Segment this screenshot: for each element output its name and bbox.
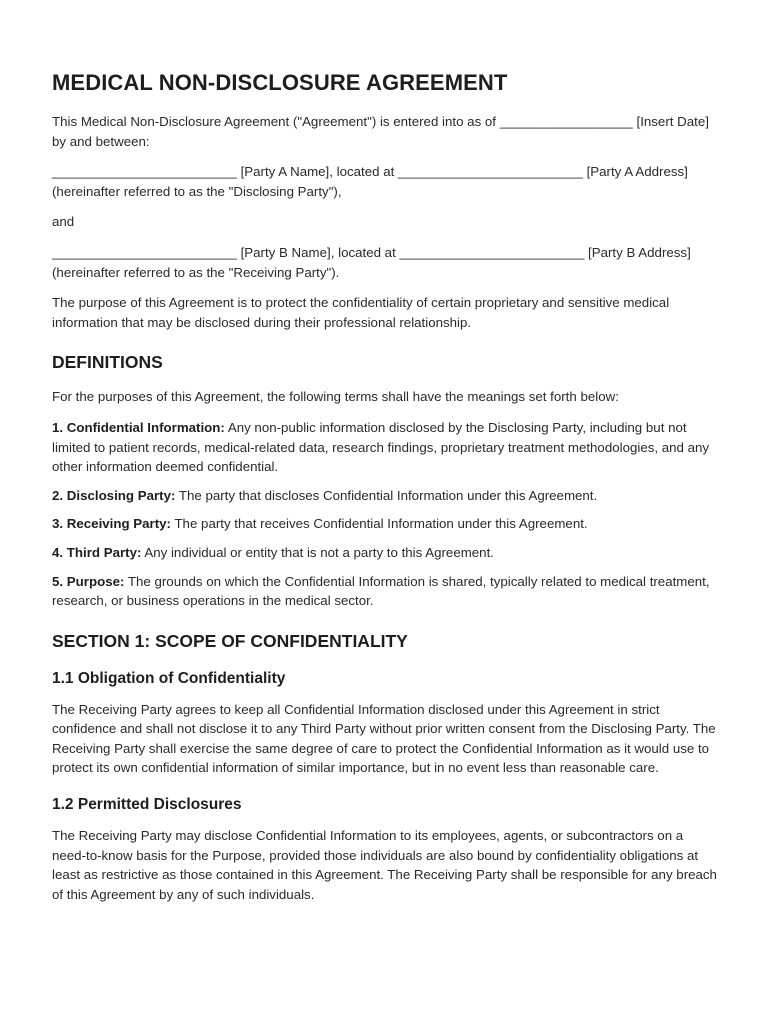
- party-a-paragraph: _________________________ [Party A Name], located at _________________________ [Party A Address] (hereinafter referred to as the "Disclosing Party"),: [52, 164, 688, 199]
- definition-item: [52, 543, 720, 563]
- party-b-paragraph: _________________________ [Party B Name], located at _________________________ [Party B Address] (hereinafter referred to as the "Receiving Party").: [52, 244, 691, 280]
- definition-term: 1. Confidential Information:: [52, 419, 225, 435]
- definition-item: [52, 572, 720, 611]
- definition-text: Any non-public information disclosed by the Disclosing Party, including but not limited to patient records, medical-related data, research findings, proprietary treatment methodologies, and any other information deemed confidential.: [52, 419, 710, 475]
- section1-2-heading: 1.2 Permitted Disclosures: [52, 796, 242, 814]
- definitions-heading: DEFINITIONS: [52, 352, 163, 373]
- document-title: MEDICAL NON-DISCLOSURE AGREEMENT: [52, 70, 508, 95]
- intro-paragraph: This Medical Non-Disclosure Agreement ("Agreement") is entered into as of __________________ [Insert Date] by and between:: [52, 114, 709, 149]
- section1-heading: SECTION 1: SCOPE OF CONFIDENTIALITY: [52, 630, 408, 651]
- document-body: [52, 70, 720, 915]
- definition-text: The grounds on which the Confidential Information is shared, typically related to medical treatment, research, or business operations in the medical sector.: [52, 573, 710, 609]
- definition-item: [52, 514, 720, 534]
- section1-1-text: The Receiving Party agrees to keep all Confidential Information disclosed under this Agreement in strict confidence and shall not disclose it to any Third Party without prior written consent from the Disclosing Party. The Receiving Party shall exercise the same degree of care to protect the Confidential Information as it would use to protect its own confidential information of similar importance, but in no event less than reasonable care.: [52, 701, 716, 776]
- definition-text: The party that discloses Confidential Information under this Agreement.: [175, 487, 598, 503]
- definition-term: 4. Third Party:: [52, 544, 142, 560]
- and-connector: and: [52, 214, 75, 230]
- definition-term: 2. Disclosing Party:: [52, 487, 176, 503]
- definition-term: 5. Purpose:: [52, 573, 125, 589]
- definitions-lead: For the purposes of this Agreement, the following terms shall have the meanings set forth below:: [52, 389, 619, 405]
- definition-text: Any individual or entity that is not a party to this Agreement.: [141, 544, 494, 560]
- definition-text: The party that receives Confidential Information under this Agreement.: [170, 516, 588, 532]
- definition-term: 3. Receiving Party:: [52, 516, 171, 532]
- purpose-paragraph: The purpose of this Agreement is to protect the confidentiality of certain proprietary and sensitive medical information that may be disclosed during their professional relationship.: [52, 295, 670, 330]
- section1-1-heading: 1.1 Obligation of Confidentiality: [52, 669, 286, 687]
- definition-item: [52, 418, 720, 477]
- definition-item: [52, 486, 720, 506]
- section1-2-text: The Receiving Party may disclose Confidential Information to its employees, agents, or subcontractors on a need-to-know basis for the Purpose, provided those individuals are also bound by confidentiality obligations at least as restrictive as those contained in this Agreement. The Receiving Party shall be responsible for any breach of this Agreement by any of such individuals.: [52, 828, 717, 902]
